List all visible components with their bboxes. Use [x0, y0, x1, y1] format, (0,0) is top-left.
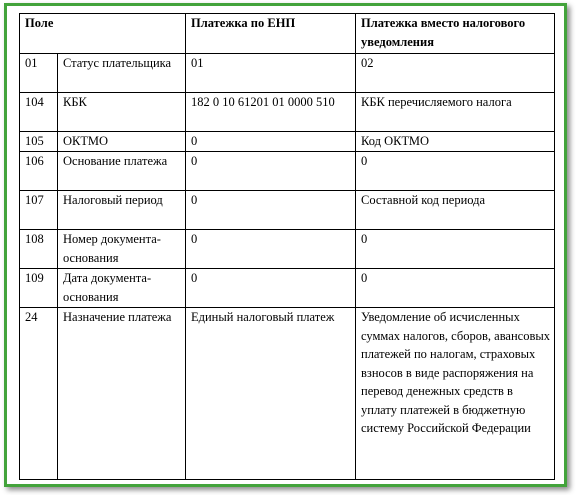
- row-enp-value: 0: [186, 152, 356, 191]
- header-instead-of-notice: Платежка вместо налогового уведомления: [356, 14, 555, 54]
- row-field-name: Дата документа-основания: [58, 269, 186, 308]
- row-field-name: Налоговый период: [58, 191, 186, 230]
- row-code: 106: [20, 152, 58, 191]
- row-enp-value: 0: [186, 132, 356, 152]
- row-enp-value: 0: [186, 191, 356, 230]
- row-instead-value: КБК перечисляемого налога: [356, 93, 555, 132]
- table-row: [20, 93, 555, 132]
- table-row: [20, 54, 555, 93]
- row-enp-value: 0: [186, 230, 356, 269]
- row-field-name: КБК: [58, 93, 186, 132]
- row-code: 108: [20, 230, 58, 269]
- row-enp-value: 182 0 10 61201 01 0000 510: [186, 93, 356, 132]
- row-instead-value: Уведомление об исчисленных суммах налогов, сборов, авансовых платежей по налогам, страховых взносов в виде распоряжения на перевод денежных средств в уплату платежей в бюджетную систему Российской Федерации: [356, 308, 555, 480]
- row-field-name: Основание платежа: [58, 152, 186, 191]
- row-code: 105: [20, 132, 58, 152]
- row-enp-value: 0: [186, 269, 356, 308]
- row-code: 01: [20, 54, 58, 93]
- row-instead-value: Составной код периода: [356, 191, 555, 230]
- row-field-name: Номер документа-основания: [58, 230, 186, 269]
- table-row: [20, 269, 555, 308]
- row-field-name: Статус плательщика: [58, 54, 186, 93]
- table-row: [20, 230, 555, 269]
- table-header-row: [20, 14, 555, 54]
- header-field: Поле: [20, 14, 186, 54]
- row-code: 107: [20, 191, 58, 230]
- payment-fields-table: [19, 13, 555, 480]
- table-row: [20, 308, 555, 480]
- row-instead-value: Код ОКТМО: [356, 132, 555, 152]
- row-instead-value: 0: [356, 230, 555, 269]
- row-instead-value: 02: [356, 54, 555, 93]
- row-instead-value: 0: [356, 152, 555, 191]
- row-field-name: Назначение платежа: [58, 308, 186, 480]
- table-row: [20, 132, 555, 152]
- row-code: 109: [20, 269, 58, 308]
- header-enp-payment: Платежка по ЕНП: [186, 14, 356, 54]
- table-row: [20, 152, 555, 191]
- row-enp-value: Единый налоговый платеж: [186, 308, 356, 480]
- row-enp-value: 01: [186, 54, 356, 93]
- table-row: [20, 191, 555, 230]
- row-instead-value: 0: [356, 269, 555, 308]
- row-code: 104: [20, 93, 58, 132]
- row-code: 24: [20, 308, 58, 480]
- row-field-name: ОКТМО: [58, 132, 186, 152]
